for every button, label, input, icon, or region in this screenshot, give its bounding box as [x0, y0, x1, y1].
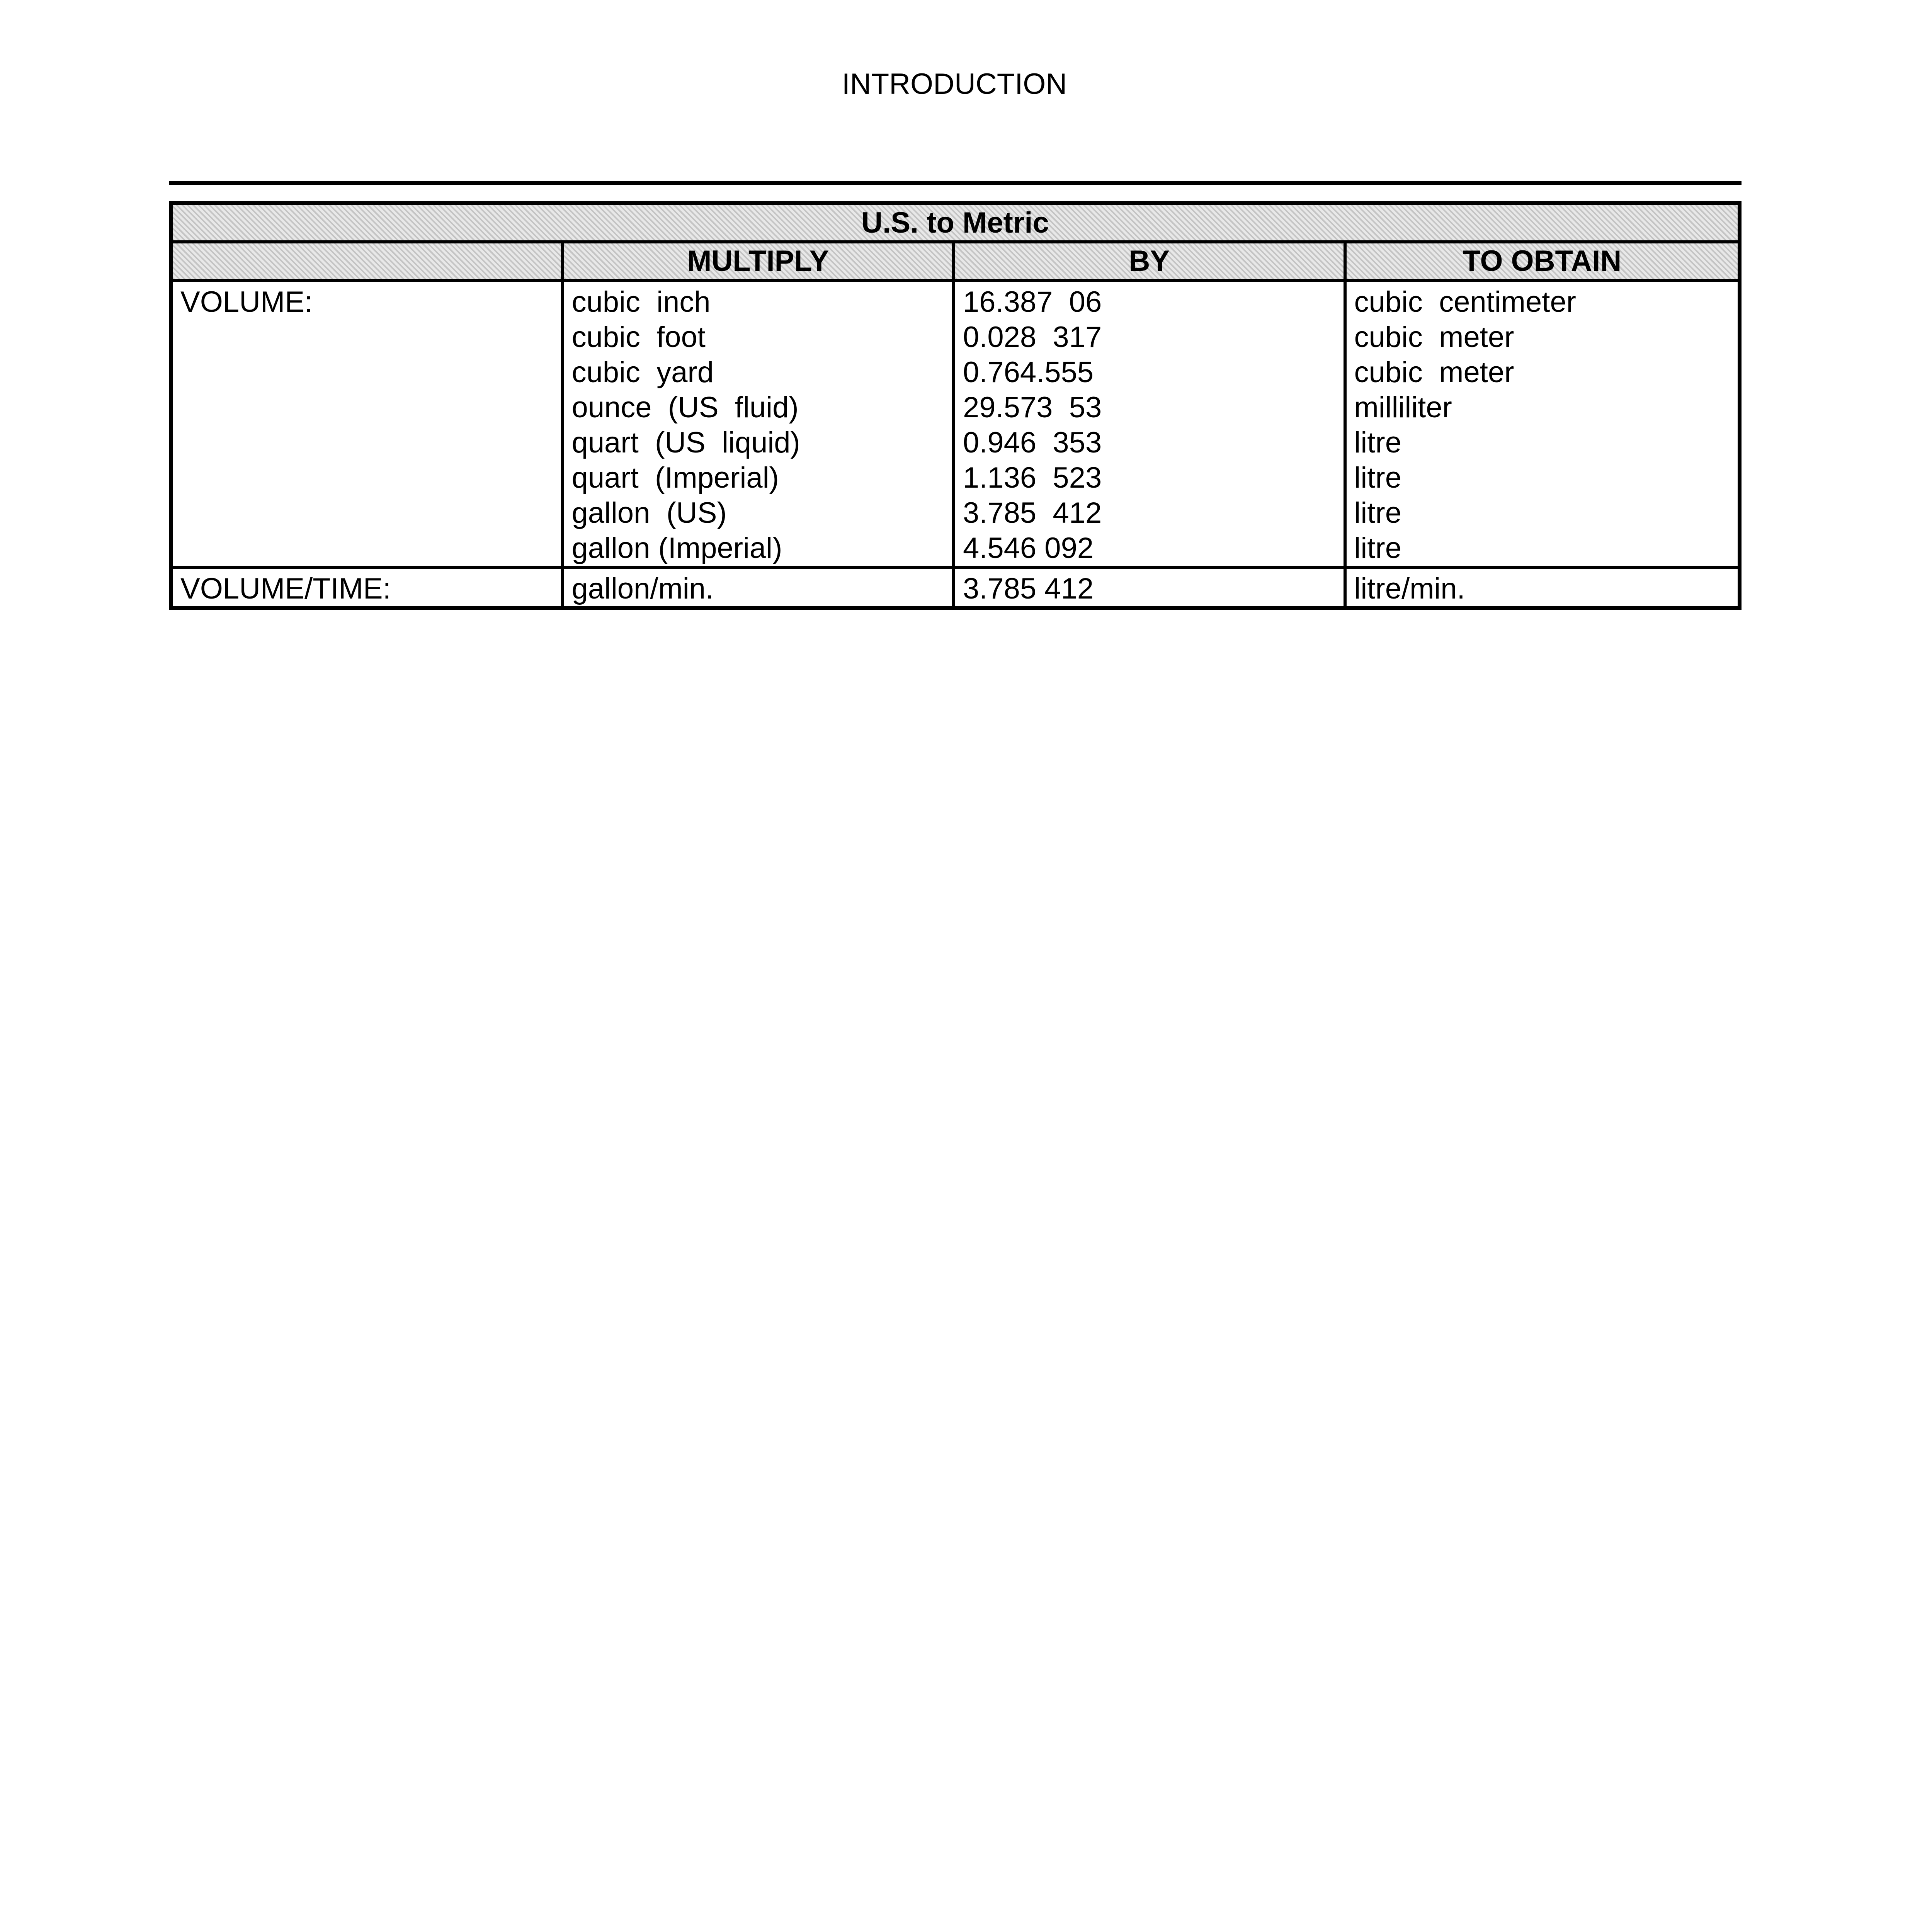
column-header-to-obtain: TO OBTAIN [1347, 243, 1738, 279]
result-unit: litre [1354, 426, 1401, 459]
multiply-value: gallon (US) [571, 497, 727, 529]
factor-value: 3.785 412 [963, 497, 1102, 529]
table-group-volume [173, 282, 1738, 569]
column-header-by: BY [955, 243, 1347, 279]
multiply-value: cubic inch [571, 286, 711, 318]
table-group-volume-time [173, 569, 1738, 606]
by-cell [955, 282, 1347, 566]
factor-value: 0.946 353 [963, 426, 1102, 459]
table-header-row [173, 243, 1738, 282]
multiply-cell [564, 282, 956, 566]
factor-value: 0.028 317 [963, 321, 1102, 354]
to-obtain-cell [1347, 282, 1738, 566]
result-unit: litre [1354, 461, 1401, 494]
factor-value: 3.785 412 [963, 572, 1094, 605]
factor-value: 1.136 523 [963, 461, 1102, 494]
result-unit: litre [1354, 532, 1401, 565]
factor-value: 29.573 53 [963, 391, 1102, 424]
factor-value: 0.764.555 [963, 356, 1094, 389]
conversion-table [169, 201, 1742, 610]
category-label: VOLUME: [180, 286, 313, 318]
by-cell [955, 569, 1347, 606]
header-divider [169, 181, 1742, 185]
column-header-multiply: MULTIPLY [564, 243, 956, 279]
multiply-cell [564, 569, 956, 606]
to-obtain-cell [1347, 569, 1738, 606]
result-unit: cubic meter [1354, 321, 1514, 354]
result-unit: cubic meter [1354, 356, 1514, 389]
multiply-value: cubic yard [571, 356, 714, 389]
factor-value: 16.387 06 [963, 286, 1102, 318]
table-title: U.S. to Metric [173, 205, 1738, 243]
result-unit: litre/min. [1354, 572, 1465, 605]
multiply-value: gallon (Imperial) [571, 532, 782, 565]
result-unit: milliliter [1354, 391, 1452, 424]
result-unit: cubic centimeter [1354, 286, 1576, 318]
result-unit: litre [1354, 497, 1401, 529]
column-header-category [173, 243, 564, 279]
multiply-value: ounce (US fluid) [571, 391, 799, 424]
multiply-value: quart (US liquid) [571, 426, 800, 459]
page-header-title: INTRODUCTION [842, 68, 1067, 100]
category-cell [173, 569, 564, 606]
multiply-value: quart (Imperial) [571, 461, 779, 494]
multiply-value: gallon/min. [571, 572, 714, 605]
factor-value: 4.546 092 [963, 532, 1094, 565]
multiply-value: cubic foot [571, 321, 706, 354]
category-cell [173, 282, 564, 566]
category-label: VOLUME/TIME: [180, 572, 391, 605]
